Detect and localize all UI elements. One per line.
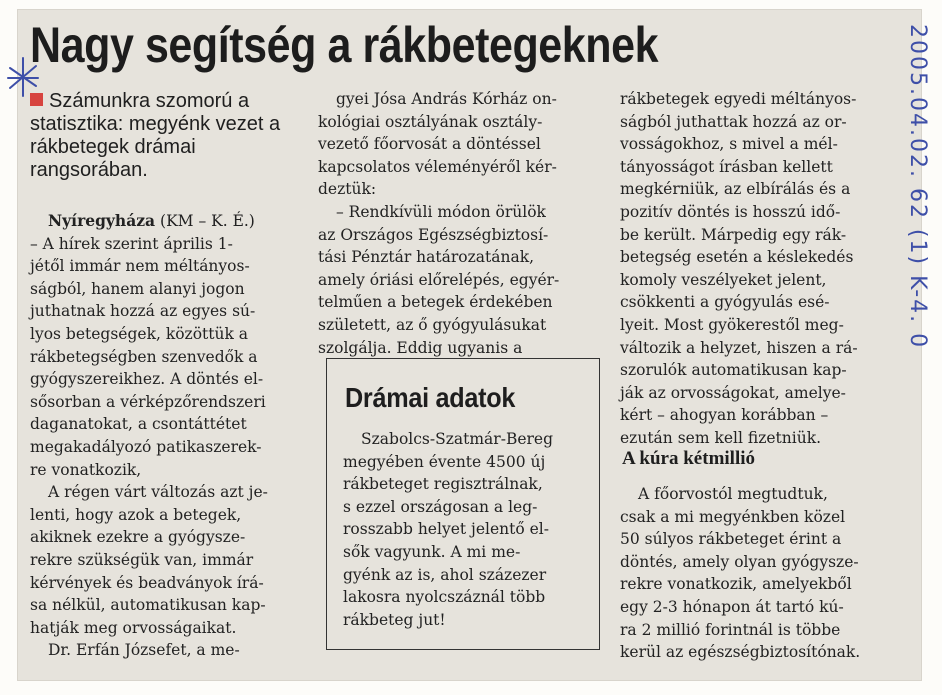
text-line: tányosságot írásban kellett: [620, 157, 833, 176]
text-line: rákbetegek egyedi méltányos-: [620, 90, 857, 108]
text-line: A régen várt változás azt je-: [48, 483, 268, 502]
text-line: kerül az egészségbiztosítónak.: [620, 643, 861, 662]
margin-note-text: 2005.04.02. 62 (1) K-4. 0: [905, 24, 930, 350]
text-line: ezután sem kell fizetniük.: [620, 428, 822, 447]
text-line: hatják meg orvosságaikat.: [30, 618, 237, 637]
text-line: lakosra nyolcszáznál több: [343, 588, 546, 607]
text-line: sők vagyunk. A mi me-: [343, 542, 521, 561]
text-line: ságból, hanem alanyi jogon: [30, 279, 245, 298]
text-line: amely óriási előrelépés, egyér-: [318, 270, 560, 289]
sidebar-box-body: [343, 428, 588, 631]
dateline: Nyíregyháza: [48, 211, 156, 230]
text-line: daganatokat, a csontáttétet: [30, 415, 247, 434]
column-3-body: [620, 88, 892, 450]
text-line: változik a helyzet, hiszen a rá-: [620, 338, 858, 357]
column-2-body: [318, 88, 598, 359]
text-line: tási Pénztár határozatának,: [318, 248, 535, 267]
column-3: [620, 88, 892, 450]
text-line: rákbetegségben szenvedők a: [30, 347, 258, 366]
text-line: rekre szükségük van, immár: [30, 550, 254, 569]
text-line: szorulók automatikusan kap-: [620, 361, 847, 380]
text-line: – A hírek szerint április 1-: [30, 234, 233, 253]
text-line: re vonatkozik,: [30, 460, 142, 479]
byline: (KM – K. É.): [160, 212, 255, 230]
text-line: sa nélkül, automatikusan kap-: [30, 596, 266, 615]
text-line: gyénk az is, ahol százezer: [343, 565, 547, 584]
text-line: szolgálja. Eddig ugyanis a: [318, 338, 523, 357]
text-line: rosszabb helyet jelentő el-: [343, 520, 549, 539]
text-line: gyei Jósa András Kórház on-: [336, 90, 557, 108]
text-line: be került. Márpedig egy rák-: [620, 225, 847, 244]
text-line: betegség esetén a késlekedés: [620, 248, 854, 267]
text-line: született, az ő gyógyulásukat: [318, 315, 547, 334]
text-line: rákbeteget regisztrálnak,: [343, 475, 543, 494]
text-line: rekre vonatkozik, amelyekből: [620, 575, 852, 594]
text-line: – Rendkívüli módon örülök: [336, 202, 546, 221]
subhead-text: Számunkra szomorú a statisztika: megyénk vezet a rákbetegek drámai rangsorában.: [30, 90, 281, 181]
text-line: csak a mi megyénkben közel: [620, 507, 846, 526]
text-line: megyében évente 4500 új: [343, 452, 546, 471]
text-line: juthatnak hozzá az egyes sú-: [30, 302, 256, 321]
section-subhead: A kúra kétmillió: [622, 448, 756, 469]
text-line: kapcsolatos véleményéről kér-: [318, 157, 557, 176]
text-line: pozitív döntés is hosszú idő-: [620, 202, 841, 221]
text-line: megkérniük, az elbírálás és a: [620, 180, 851, 199]
text-line: jétől immár nem méltányos-: [30, 257, 250, 276]
text-line: telműen a betegek érdekében: [318, 293, 553, 312]
column-1: [30, 210, 300, 662]
column-1-body: [30, 233, 300, 662]
column-2: [318, 88, 598, 359]
text-line: ják az orvosságokat, amelye-: [620, 383, 846, 402]
column-4: [620, 483, 892, 664]
text-line: megakadályozó patikaszerek-: [30, 437, 262, 456]
text-line: akiknek ezekre a gyógysze-: [30, 528, 246, 547]
sidebar-box-title: Drámai adatok: [345, 382, 516, 413]
text-line: vezető főorvosát a döntéssel: [318, 135, 541, 154]
text-line: 50 súlyos rákbeteget érint a: [620, 530, 842, 549]
text-line: lyeit. Most gyökerestől meg-: [620, 315, 844, 334]
text-line: kérvények és beadványok írá-: [30, 573, 264, 592]
red-square-bullet: [30, 93, 43, 106]
article-subhead: [30, 90, 310, 182]
text-line: rákbeteg jut!: [343, 610, 446, 629]
dateline-line: [30, 210, 300, 233]
text-line: Dr. Erfán Józsefet, a me-: [48, 641, 240, 660]
text-line: egy 2-3 hónapon át tartó kú-: [620, 597, 844, 616]
text-line: lenti, hogy azok a betegek,: [30, 505, 242, 524]
text-line: kért – ahogyan korábban –: [620, 406, 829, 425]
article-headline: Nagy segítség a rákbetegeknek: [30, 17, 659, 73]
text-line: az Országos Egészségbiztosí-: [318, 225, 549, 244]
text-line: vosságokhoz, s mivel a mél-: [620, 135, 838, 154]
text-line: gyógyszereikhez. A döntés el-: [30, 370, 264, 389]
text-line: ra 2 millió forintnál is többe: [620, 620, 841, 639]
text-line: lyos betegségek, közöttük a: [30, 324, 249, 343]
text-line: s ezzel országosan a leg-: [343, 497, 538, 516]
text-line: A főorvostól megtudtuk,: [638, 485, 828, 503]
text-line: komoly veszélyeket jelent,: [620, 270, 827, 289]
text-line: sősorban a vérképzőrendszeri: [30, 392, 266, 411]
text-line: csökkenti a gyógyulás esé-: [620, 293, 830, 312]
text-line: ságból juthattak hozzá az or-: [620, 112, 847, 131]
text-line: kológiai osztályának osztály-: [318, 112, 543, 131]
handwritten-margin-note: [900, 24, 940, 514]
column-4-body: [620, 483, 892, 664]
text-line: Szabolcs-Szatmár-Bereg: [361, 430, 554, 448]
text-line: döntés, amely olyan gyógysze-: [620, 552, 859, 571]
text-line: deztük:: [318, 180, 377, 199]
